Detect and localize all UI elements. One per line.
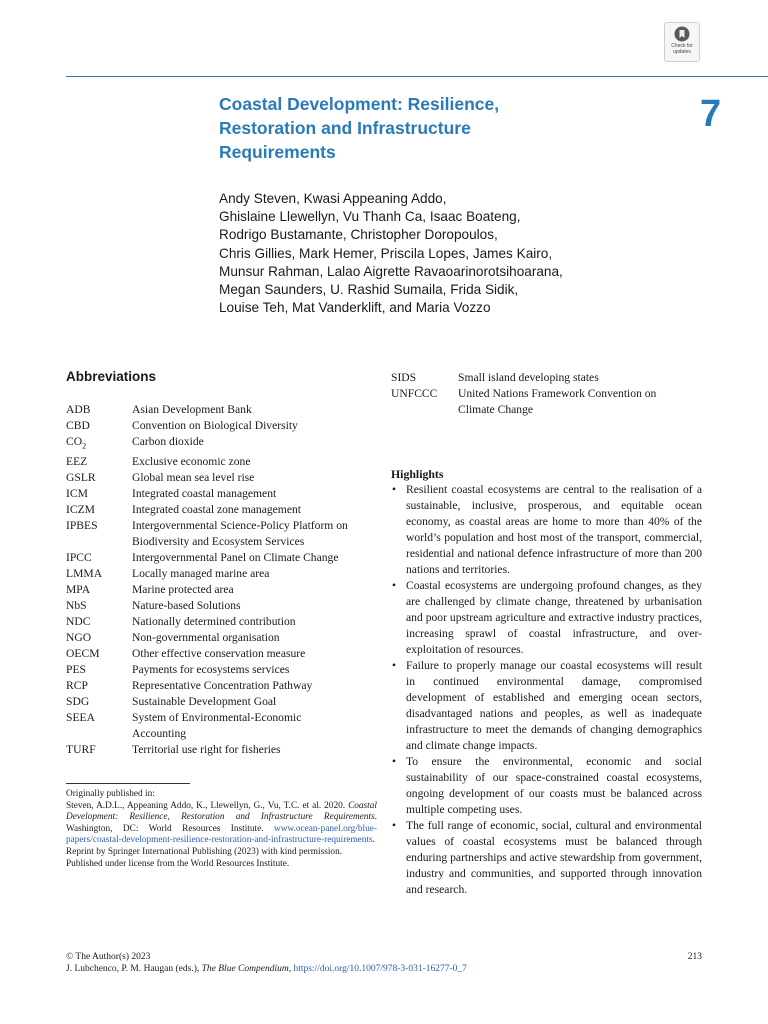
abbreviation-term-text: NGO [66, 631, 92, 645]
highlight-item [391, 754, 702, 818]
citation-publisher: . Washington, DC: World Resources Institute. [66, 812, 377, 834]
abbreviation-definition-line: Global mean sea level rise [132, 471, 255, 485]
abbreviation-term [66, 742, 132, 758]
abbreviation-term-text: PES [66, 663, 86, 677]
author-line: Chris Gillies, Mark Hemer, Priscila Lopes, James Kairo, [219, 245, 553, 261]
abbreviation-definition-line: Nature-based Solutions [132, 599, 241, 613]
abbreviation-row [66, 710, 378, 742]
book-title: The Blue Compendium [201, 964, 289, 974]
abbreviation-term [66, 454, 132, 470]
abbreviation-term-text: CO [66, 435, 83, 448]
abbreviation-term-text: GSLR [66, 471, 96, 485]
author-line: Rodrigo Bustamante, Christopher Doropoulos, [219, 227, 498, 243]
abbreviation-row [66, 678, 378, 694]
citation-authors: Steven, A.D.L., Appeaning Addo, K., Llewellyn, G., Vu, T.C. et al. 2020. [66, 800, 346, 811]
abbreviation-term-text: RCP [66, 679, 88, 693]
abbreviation-definition-line: Other effective conservation measure [132, 647, 306, 661]
abbreviation-row [66, 418, 378, 434]
abbreviation-subscript: 2 [82, 441, 87, 451]
abbreviation-term-text: ICZM [66, 503, 95, 517]
highlight-item [391, 578, 702, 658]
abbreviation-term [391, 386, 458, 418]
abbreviation-row [66, 470, 378, 486]
abbreviation-term [66, 550, 132, 566]
footnote-license: Published under license from the World Resources Institute. [66, 858, 290, 869]
page-footer [66, 951, 702, 975]
abbreviation-term-text: LMMA [66, 567, 103, 581]
abbreviation-definition-line: Exclusive economic zone [132, 455, 251, 469]
highlight-text: Failure to properly manage our coastal ecosystems will result in continued environmental damage, compromised development of established and emerging ocean sectors, disadvantaged nations and peoples, as well as inadequate infrastructure to meet the demands of changing demographics and climate change impacts. [406, 659, 702, 752]
abbreviation-row [391, 386, 711, 418]
abbreviation-term-text: SIDS [391, 371, 417, 384]
abbreviation-term-text: OECM [66, 647, 100, 661]
abbreviation-definition [132, 582, 378, 598]
abbreviation-definition-line: Convention on Biological Diversity [132, 419, 298, 432]
abbreviation-definition [132, 402, 378, 418]
abbreviation-row [66, 694, 378, 710]
abbreviation-term [66, 402, 132, 418]
abbreviation-definition-line: Sustainable Development Goal [132, 695, 277, 709]
abbreviation-definition [132, 486, 378, 502]
abbreviation-row [66, 742, 378, 758]
author-line: Munsur Rahman, Lalao Aigrette Ravaoarinorotsihoarana, [219, 263, 563, 279]
abbreviation-definition [132, 662, 378, 678]
abbreviation-definition [132, 742, 378, 758]
citation-link[interactable]: www.ocean-panel.org/blue-papers/coastal-development-resilience-restoration-and-infrastructure-requirements [66, 823, 377, 846]
abbreviation-term [66, 434, 132, 454]
abbreviation-term [66, 502, 132, 518]
abbreviation-term [66, 678, 132, 694]
abbreviation-term-text: NDC [66, 615, 91, 629]
book-editors: J. Lubchenco, P. M. Haugan (eds.), [66, 964, 202, 974]
abbreviation-term-text: TURF [66, 743, 96, 757]
abbreviation-term-text: UNFCCC [391, 387, 438, 400]
abbreviation-definition [132, 598, 378, 614]
abbreviation-definition-line: Payments for ecosystems services [132, 663, 290, 677]
abbreviation-term [66, 418, 132, 434]
abbreviation-definition-line: System of Environmental-Economic [132, 711, 302, 725]
abbreviation-definition-line: Integrated coastal zone management [132, 503, 301, 517]
abbreviation-definition-line: United Nations Framework Convention on [458, 387, 657, 400]
abbreviation-definition-line: Climate Change [458, 403, 534, 416]
chapter-title [219, 92, 579, 164]
abbreviation-row [66, 434, 378, 454]
abbreviation-definition-line: Non-governmental organisation [132, 631, 280, 645]
abbreviation-term [66, 710, 132, 742]
chapter-number: 7 [700, 93, 722, 135]
abbreviation-row [66, 598, 378, 614]
badge-label-2: updates [673, 49, 691, 55]
abbreviation-definition [132, 614, 378, 630]
highlight-text: Coastal ecosystems are undergoing profound changes, as they are challenged by climate change, threatened by urbanisation and poor upstream agriculture and extractive industry practices, increasing sprawl of coastal infrastructure, and over-exploitation of resources. [406, 579, 702, 656]
footer-separator: , [288, 964, 294, 974]
abbreviation-term [66, 566, 132, 582]
highlight-text: Resilient coastal ecosystems are central to the realisation of a sustainable, inclusive, prosperous, and equitable ocean economy, as coastal areas are home to more than 40% of the world’s population and host most of the transport, commercial, residential and national defence infrastructure of more than 200 nations and territories. [406, 483, 702, 576]
author-line: Louise Teh, Mat Vanderklift, and Maria Vozzo [219, 300, 491, 316]
author-line: Ghislaine Llewellyn, Vu Thanh Ca, Isaac Boateng, [219, 209, 521, 225]
check-for-updates-badge[interactable] [664, 22, 700, 62]
abbreviation-definition-line: Intergovernmental Science-Policy Platform on [132, 519, 348, 533]
abbreviation-term-text: IPBES [66, 519, 98, 533]
abbreviation-term-text: SEEA [66, 711, 95, 725]
abbreviation-definition [132, 646, 378, 662]
abbreviation-definition [132, 502, 378, 518]
abbreviation-row [391, 370, 711, 386]
abbreviation-row [66, 566, 378, 582]
abbreviation-term-text: ICM [66, 487, 88, 501]
highlights-heading: Highlights [391, 467, 444, 481]
chapter-title-line: Coastal Development: Resilience, [219, 94, 500, 114]
abbreviation-term-text: NbS [66, 599, 87, 613]
abbreviation-definition [132, 470, 378, 486]
author-line: Megan Saunders, U. Rashid Sumaila, Frida Sidik, [219, 282, 519, 298]
abbreviation-definition-line: Intergovernmental Panel on Climate Change [132, 551, 339, 565]
footnote [66, 789, 377, 870]
abbreviation-definition-line: Locally managed marine area [132, 567, 270, 581]
abbreviation-term-text: IPCC [66, 551, 92, 565]
bullet-icon: • [392, 755, 397, 768]
abbreviation-definition-line: Nationally determined contribution [132, 615, 296, 629]
highlights-list [391, 482, 702, 898]
abbreviation-definition-line: Marine protected area [132, 583, 234, 597]
highlight-text: The full range of economic, social, cultural and environmental values of coastal ecosystems must be balanced through enduring partnerships and active stewardship from government, industry and communities, and supported through innovation and research. [406, 819, 702, 896]
abbreviation-term [66, 694, 132, 710]
highlights-section [391, 466, 702, 898]
abbreviation-definition [132, 454, 378, 470]
abbreviation-row [66, 454, 378, 470]
abbreviation-term [66, 518, 132, 550]
abbreviation-term [66, 598, 132, 614]
highlight-item [391, 482, 702, 578]
abbreviation-definition-line: Accounting [132, 727, 187, 741]
abbreviation-definition [132, 630, 378, 646]
footnote-intro: Originally published in: [66, 789, 155, 799]
footnote-rule [66, 783, 190, 784]
bullet-icon: • [392, 819, 397, 832]
bullet-icon: • [392, 483, 397, 496]
copyright: © The Author(s) 2023 [66, 952, 151, 962]
abbreviation-row [66, 646, 378, 662]
abbreviation-term [66, 470, 132, 486]
highlight-text: To ensure the environmental, economic and social sustainability of our space-constrained coastal ecosystems, ongoing development of our coasts must be balanced across multiple competing uses. [406, 755, 702, 816]
bullet-icon: • [392, 579, 397, 592]
abbreviation-term-text: ADB [66, 403, 91, 416]
chapter-title-line: Requirements [219, 142, 336, 162]
abbreviations-list-left [66, 402, 378, 758]
abbreviation-term [66, 646, 132, 662]
chapter-title-line: Restoration and Infrastructure [219, 118, 471, 138]
abbreviation-definition-line: Biodiversity and Ecosystem Services [132, 535, 305, 549]
bullet-icon: • [392, 659, 397, 672]
abbreviation-definition-line: Territorial use right for fisheries [132, 743, 281, 757]
abbreviation-definition [132, 710, 378, 742]
abbreviation-term [66, 630, 132, 646]
abbreviations-heading: Abbreviations [66, 369, 157, 384]
abbreviation-definition [132, 678, 378, 694]
abbreviation-row [66, 662, 378, 678]
abbreviation-term [66, 662, 132, 678]
abbreviation-row [66, 630, 378, 646]
abbreviation-definition [132, 566, 378, 582]
header-rule [66, 76, 768, 77]
citation-end: . [372, 835, 375, 846]
abbreviation-definition-line: Integrated coastal management [132, 487, 277, 501]
abbreviation-definition-line: Asian Development Bank [132, 403, 252, 416]
abbreviation-row [66, 486, 378, 502]
abbreviation-row [66, 518, 378, 550]
badge-label-1: Check for [671, 43, 693, 49]
abbreviation-row [66, 582, 378, 598]
author-line: Andy Steven, Kwasi Appeaning Addo, [219, 191, 447, 206]
citation-title: Coastal Development: Resilience, Restoration and Infrastructure Requirements [66, 800, 377, 823]
page-number: 213 [687, 952, 702, 962]
abbreviation-term-text: MPA [66, 583, 91, 597]
abbreviation-definition-line: Representative Concentration Pathway [132, 679, 313, 693]
abbreviation-definition [132, 518, 378, 550]
abbreviation-definition [132, 694, 378, 710]
abbreviation-row [66, 550, 378, 566]
abbreviation-definition [458, 386, 711, 418]
bookmark-icon [674, 26, 690, 42]
abbreviation-row [66, 502, 378, 518]
footnote-reprint: Reprint by Springer International Publishing (2023) with kind permission. [66, 846, 343, 857]
abbreviation-term-text: EEZ [66, 455, 88, 469]
abbreviation-term [66, 582, 132, 598]
abbreviation-definition [132, 550, 378, 566]
abbreviation-definition-line: Small island developing states [458, 371, 599, 384]
abbreviation-term [391, 370, 458, 386]
abbreviation-definition-line: Carbon dioxide [132, 435, 204, 448]
abbreviation-definition [458, 370, 711, 386]
abbreviation-definition [132, 418, 378, 434]
abbreviations-list-right [391, 370, 711, 418]
doi-link[interactable]: https://doi.org/10.1007/978-3-031-16277-0_7 [293, 964, 467, 974]
footnote-citation [66, 801, 377, 847]
abbreviation-term [66, 614, 132, 630]
abbreviation-definition [132, 434, 378, 454]
highlight-item [391, 658, 702, 754]
author-list [219, 190, 689, 317]
abbreviation-term-text: CBD [66, 419, 90, 432]
abbreviation-term [66, 486, 132, 502]
abbreviation-term-text: SDG [66, 695, 90, 709]
highlight-item [391, 818, 702, 898]
abbreviation-row [66, 614, 378, 630]
abbreviation-row [66, 402, 378, 418]
